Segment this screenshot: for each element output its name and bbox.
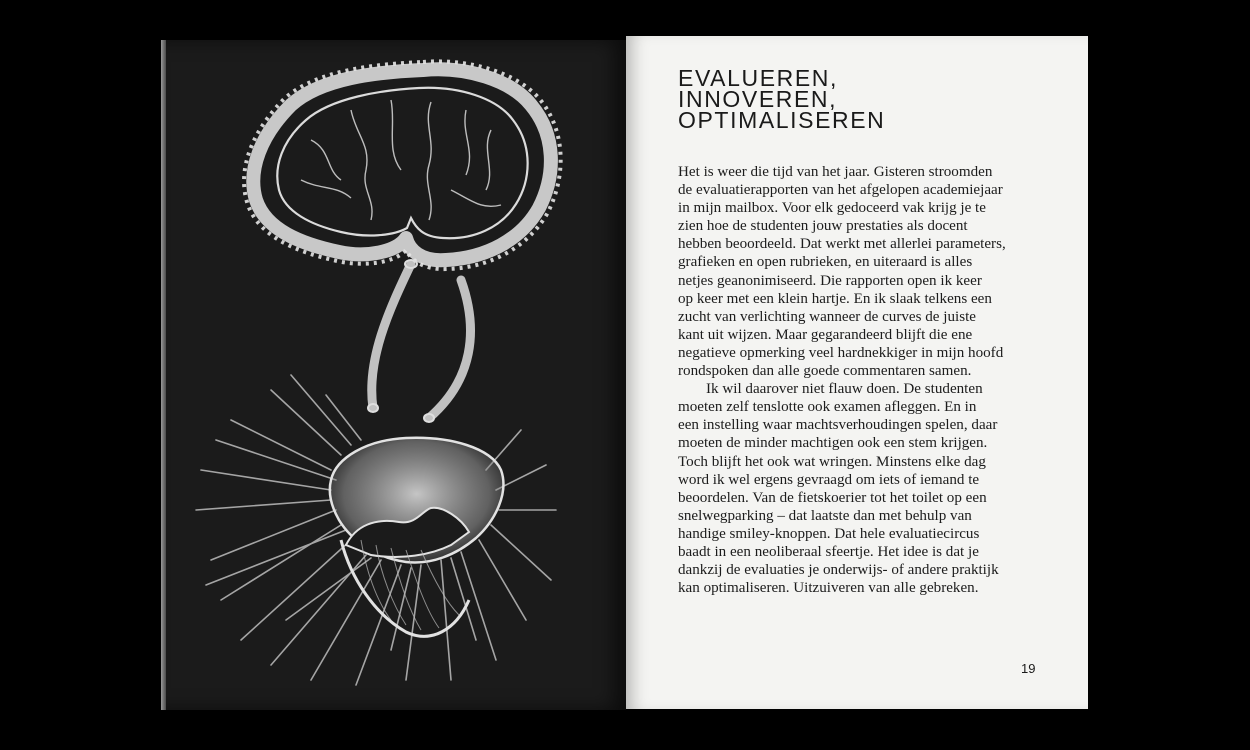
chapter-title-line: INNOVEREN,: [678, 86, 838, 112]
text-line: netjes geanonimiseerd. Die rapporten open ik keer: [678, 272, 982, 289]
text-line: Toch blijft het ook wat wringen. Minstens elke dag: [678, 453, 986, 470]
brain-heart-lungs-illustration: [161, 40, 626, 710]
text-line: word ik wel ergens gevraagd om iets of iemand te: [678, 471, 980, 488]
right-page: [626, 36, 1088, 709]
text-line: negatieve opmerking veel hardnekkiger in mijn hoofd: [678, 344, 1004, 361]
text-line: hebben beoordeeld. Dat werkt met allerlei parameters,: [678, 236, 1006, 253]
text-line: kant uit wijzen. Maar gegarandeerd blijft die ene: [678, 326, 973, 343]
chapter-title: [678, 65, 886, 133]
text-line: snelwegparking – dat laatste dan met behulp van: [678, 507, 972, 524]
page-number: 19: [1021, 661, 1036, 676]
text-line: zucht van verlichting wanneer de curves de juiste: [678, 308, 976, 325]
body-paragraphs: [678, 163, 1048, 597]
left-page: [161, 40, 626, 710]
spiky-heart-icon: [196, 375, 556, 685]
text-line: handige smiley-knoppen. Dat hele evaluatiecircus: [678, 525, 980, 542]
text-line: grafieken en open rubrieken, en uiteraard is alles: [678, 254, 973, 271]
text-line: op keer met een klein hartje. En ik slaak telkens een: [678, 290, 992, 307]
text-line: moeten de minder machtigen ook een stem krijgen.: [678, 435, 988, 452]
brain-icon: [244, 61, 561, 269]
text-line: baadt in een neoliberaal sfeertje. Het idee is dat je: [678, 543, 979, 560]
text-line: in mijn mailbox. Voor elk gedoceerd vak krijg je te: [678, 200, 986, 217]
text-line: moeten zelf tenslotte ook examen afleggen. En in: [678, 399, 977, 416]
text-line: Het is weer die tijd van het jaar. Gisteren stroomden: [678, 164, 993, 180]
text-line: zien hoe de studenten jouw prestaties als docent: [678, 218, 968, 235]
text-line: kan optimaliseren. Uitzuiveren van alle gebreken.: [678, 580, 979, 597]
left-page-edge: [161, 40, 166, 710]
chapter-title-line: EVALUEREN,: [678, 65, 839, 91]
text-line: de evaluatierapporten van het afgelopen academiejaar: [678, 182, 1003, 199]
text-line: dankzij de evaluaties je onderwijs- of andere praktijk: [678, 562, 999, 579]
chapter-title-line: OPTIMALISEREN: [678, 107, 886, 133]
text-line: een instelling waar machtsverhoudingen spelen, daar: [678, 417, 998, 434]
text-line: Ik wil daarover niet flauw doen. De studenten: [706, 381, 983, 398]
text-line: rondspoken dan alle goede commentaren samen.: [678, 363, 972, 380]
text-line: beoordelen. Van de fietskoerier tot het toilet op een: [678, 489, 987, 506]
tubes-icon: [368, 260, 470, 422]
